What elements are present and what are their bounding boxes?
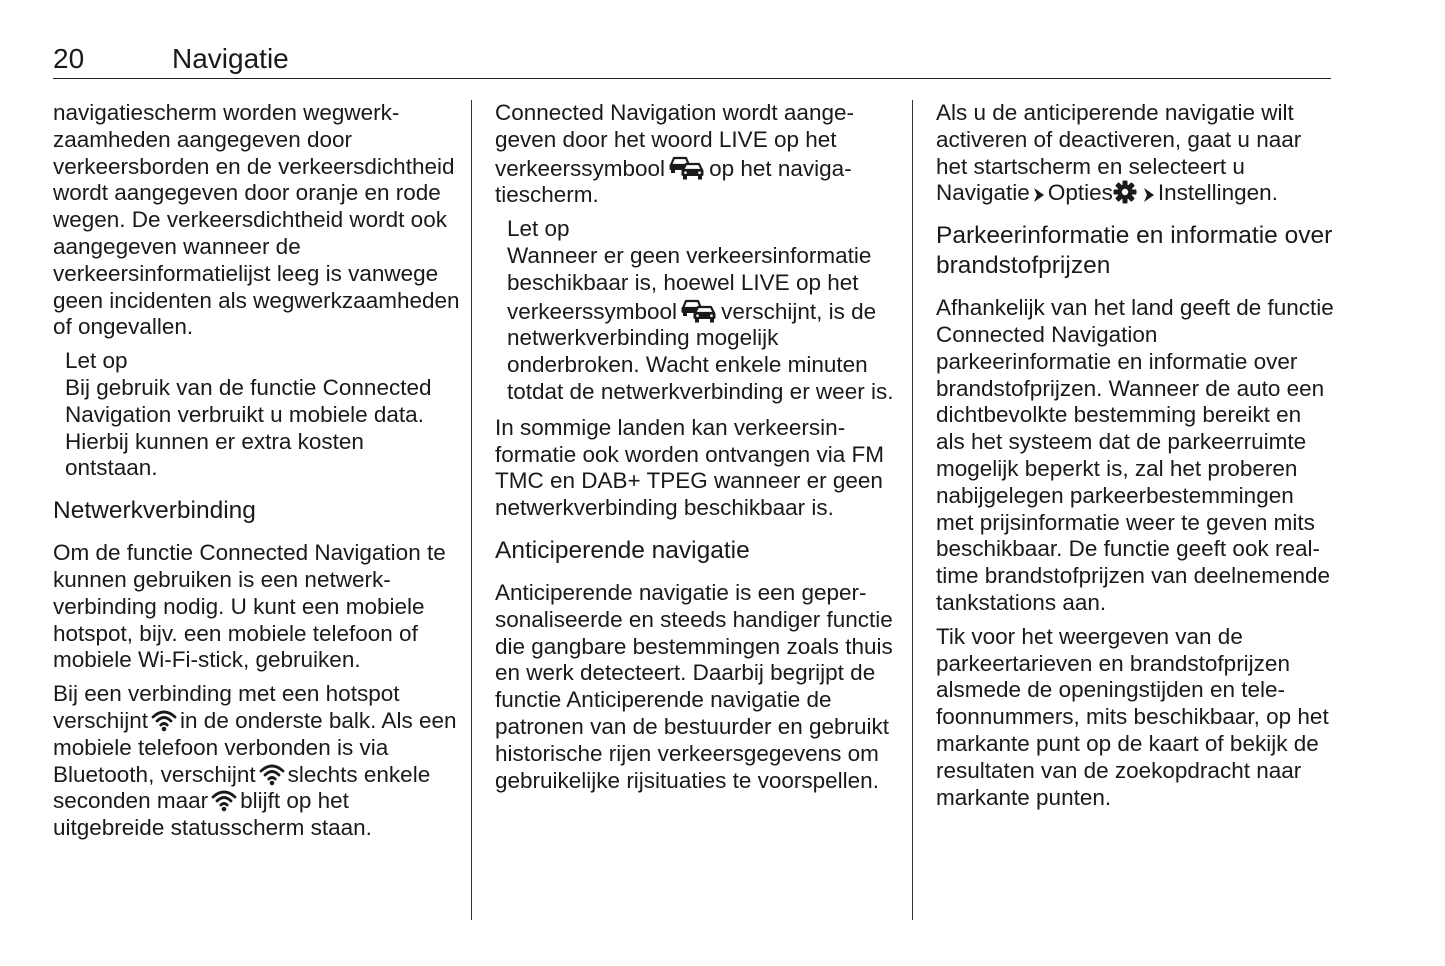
wifi-icon <box>151 708 177 732</box>
live-label: LIVE <box>718 126 768 152</box>
paragraph-parking-fuel: Afhankelijk van het land geeft de functie Connected Navigation parkeerinformatie en informatie over brandstofprijzen. Wanneer de auto een dichtbevolkte bestemming bereikt en als het systeem dat de parkeerruimte mogelijk beperkt is, zal het proberen nabijgelegen parkeerbestemmingen met prijsinformatie weer te geven mits beschikbaar. De functie geeft ook real-time brandstofprijzen van deelnemende tankstations aan. <box>936 295 1334 615</box>
column-divider-right <box>912 100 913 920</box>
wifi-icon <box>211 788 237 812</box>
paragraph-activate-anticipating: Als u de anticiperende navigatie wilt activeren of deactiveren, gaat u naar het startscherm en selecteert u Navigatie Opties Instellingen. <box>936 100 1302 206</box>
menu-instellingen: Instellingen <box>1157 180 1272 206</box>
heading-anticipating-navigation: Anticiperende navigatie <box>495 536 750 564</box>
note-text: Bij gebruik van de functie Connected Navigation verbruikt u mobiele data. Hierbij kunnen er extra kosten ontstaan. <box>65 374 432 481</box>
paragraph-traffic-display: navigatiescherm worden wegwerkzaamheden aangegeven door verkeersborden en de verkeersdichtheid wordt aangegeven door oranje en rode wegen. De verkeersdichtheid wordt ook aangegeven wanneer de verkeersinformatielijst leeg is vanwege geen incidenten als wegwerkzaamheden of ongevallen. <box>53 100 460 340</box>
column-2 <box>495 100 897 801</box>
paragraph-live-indicator: Connected Navigation wordt aangegeven door het woord LIVE op het verkeerssymbool op het navigatiescherm. <box>495 100 854 208</box>
note-mobile-data <box>65 348 461 482</box>
gear-icon <box>1113 180 1137 204</box>
page-number: 20 <box>53 43 85 74</box>
arrow-right-icon <box>1143 186 1155 204</box>
paragraph-tap-poi: Tik voor het weergeven van de parkeertarieven en brandstofprijzen alsmede de openingstijden en telefoonnummers, mits beschikbaar, op het markante punt op de kaart of bekijk de resultaten van de zoekopdracht naar markante punten. <box>936 623 1329 810</box>
column-3 <box>936 100 1336 818</box>
note-title: Let op <box>65 348 128 374</box>
page-header <box>53 40 1331 79</box>
note-title: Let op <box>507 216 570 242</box>
column-divider-left <box>471 100 472 920</box>
paragraph-hotspot: Bij een verbinding met een hotspot verschijnt in de onderste balk. Als een mobiele telefoon verbonden is via Bluetooth, verschijnt slechts enkele seconden maar blijft op het uitgebreide statusscherm staan. <box>53 681 457 841</box>
menu-navigatie: Navigatie <box>936 180 1030 206</box>
column-1 <box>53 100 461 849</box>
paragraph-network-required: Om de functie Connected Navigation te kunnen gebruiken is een netwerkverbinding nodig. U kunt een mobiele hotspot, bijv. een mobiele telefoon of mobiele Wi-Fi-stick, gebruiken. <box>53 540 446 673</box>
arrow-right-icon <box>1033 186 1045 204</box>
section-title: Navigatie <box>172 43 289 74</box>
traffic-icon <box>680 297 718 323</box>
wifi-icon <box>259 762 285 786</box>
note-no-traffic-info: Let op Wanneer er geen verkeersinformatie beschikbaar is, hoewel LIVE op het verkeerssymbool verschijnt, is de netwerkverbinding mogelijk onderbroken. Wacht enkele minuten totdat de netwerkverbinding er weer is. <box>507 216 897 406</box>
traffic-icon <box>668 154 706 180</box>
paragraph-anticipating: Anticiperende navigatie is een gepersonaliseerde en steeds handiger functie die gangbare bestemmingen zoals thuis en werk detecteert. Daarbij begrijpt de functie Anticiperende navigatie de patronen van de bestuurder en gebruikt historische rijen verkeersgegevens om gebruikelijke rijsituaties te voorspellen. <box>495 579 893 793</box>
live-label: LIVE <box>740 269 790 295</box>
paragraph-tmc-tpeg: In sommige landen kan verkeersinformatie ook worden ontvangen via FM TMC en DAB+ TPEG wanneer er geen netwerkverbinding beschikbaar is. <box>495 414 884 521</box>
menu-opties: Opties <box>1047 180 1113 206</box>
heading-network-connection: Netwerkverbinding <box>53 497 256 525</box>
heading-parking-fuel-info: Parkeerinformatie en informatie over brandstofprijzen <box>936 222 1333 280</box>
